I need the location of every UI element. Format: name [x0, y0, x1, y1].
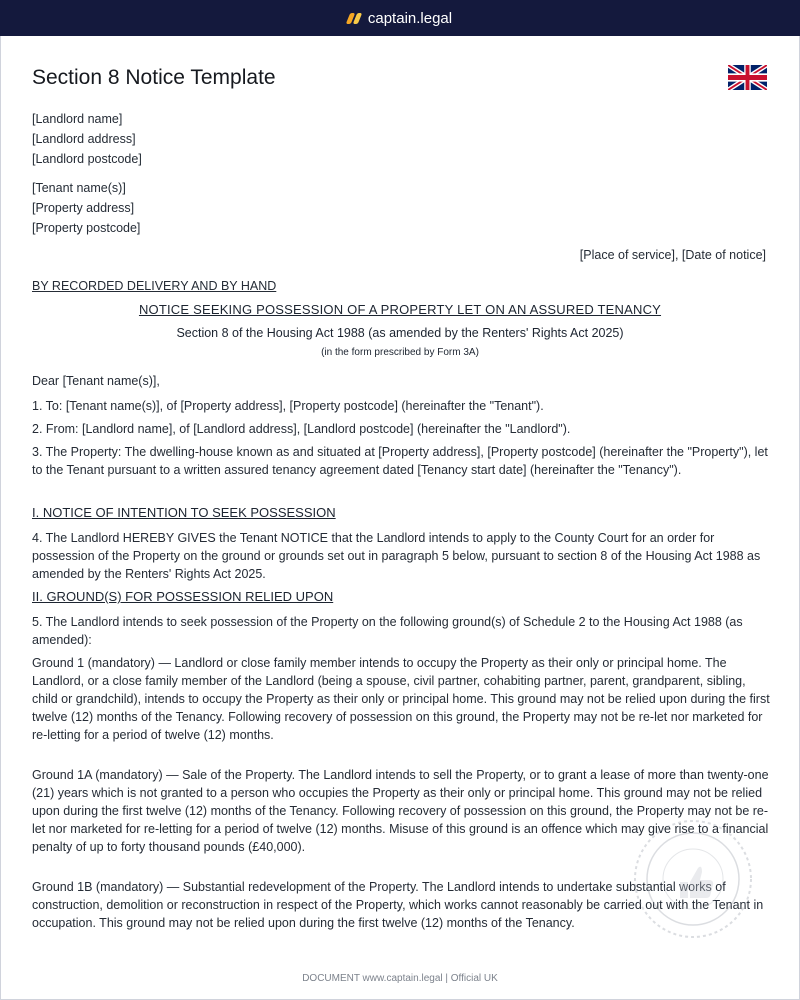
- ground-1: Ground 1 (mandatory) — Landlord or close family member intends to occupy the Property as their only or principal home. The Landlord, or a close family member of the Landlord (being a spouse, civil partner, cohabiting partner, parent, grandparent, sibling, child or grandchild), intends to occupy the Property as their only or principal home. This ground may not be relied upon during the first twelve (12) months of the Tenancy. Following recovery of possession on this ground, the Property may not be re-let nor marketed for re-letting for a period of twelve (12) months.: [32, 656, 770, 742]
- place-and-date: [Place of service], [Date of notice]: [579, 248, 766, 262]
- paragraph-2: 2. From: [Landlord name], of [Landlord address], [Landlord postcode] (hereinafter the "Landlord").: [32, 422, 571, 436]
- landlord-name: [Landlord name]: [32, 112, 123, 126]
- tenant-address-block: [32, 178, 140, 238]
- page-title: Section 8 Notice Template: [32, 66, 276, 89]
- captain-logo-icon: [348, 13, 360, 24]
- delivery-method: BY RECORDED DELIVERY AND BY HAND: [32, 279, 277, 293]
- notice-title: NOTICE SEEKING POSSESSION OF A PROPERTY LET ON AN ASSURED TENANCY: [138, 302, 662, 317]
- section-1-heading: I. NOTICE OF INTENTION TO SEEK POSSESSION: [32, 505, 336, 520]
- notice-form-note: (in the form prescribed by Form 3A): [321, 347, 479, 358]
- footer: DOCUMENT www.captain.legal | Official UK: [302, 973, 498, 984]
- ground-1b: Ground 1B (mandatory) — Substantial redevelopment of the Property. The Landlord intends to undertake substantial works of construction, demolition or reconstruction in respect of the Property, which works cannot reasonably be carried out with the Tenant in occupation. This ground may not be relied upon during the first twelve (12) months of the Tenancy.: [32, 880, 764, 930]
- watermark-seal-icon: [632, 818, 754, 940]
- paragraph-1: 1. To: [Tenant name(s)], of [Property address], [Property postcode] (hereinafter the "Tenant").: [32, 399, 544, 413]
- tenant-name: [Tenant name(s)]: [32, 181, 126, 195]
- paragraph-5: 5. The Landlord intends to seek possession of the Property on the following ground(s) of Schedule 2 to the Housing Act 1988 (as amended):: [32, 615, 743, 647]
- property-postcode: [Property postcode]: [32, 221, 141, 235]
- section-2-heading: II. GROUND(S) FOR POSSESSION RELIED UPON: [32, 589, 334, 604]
- ground-1a: Ground 1A (mandatory) — Sale of the Property. The Landlord intends to sell the Property, or to grant a lease of more than twenty-one (21) years which is not granted to a person who occupies the Property as their only or principal home. This ground may not be relied upon during the first twelve (12) months of the Tenancy. Following recovery of possession on this ground, the Property may not be re-let nor marketed for re-letting for a period of twelve (12) months. Misuse of this ground is an offence which may give rise to a financial penalty of up to forty thousand pounds (£40,000).: [32, 768, 769, 854]
- brand-name: captain.legal: [367, 9, 453, 27]
- uk-flag-icon: [728, 65, 767, 90]
- paragraph-3: 3. The Property: The dwelling-house known as and situated at [Property address], [Property postcode] (hereinafter the "Property"), let to the Tenant pursuant to a written assured tenancy agreement dated [Tenancy start date] (hereinafter the "Tenancy").: [32, 445, 768, 477]
- salutation: Dear [Tenant name(s)],: [32, 374, 160, 388]
- landlord-address-block: [32, 109, 142, 169]
- paragraph-4: 4. The Landlord HEREBY GIVES the Tenant NOTICE that the Landlord intends to apply to the County Court for an order for possession of the Property on the ground or grounds set out in paragraph 5 below, pursuant to section 8 of the Housing Act 1988 as amended by the Renters' Rights Act 2025.: [32, 531, 761, 581]
- landlord-address: [Landlord address]: [32, 132, 136, 146]
- notice-subtitle: Section 8 of the Housing Act 1988 (as amended by the Renters' Rights Act 2025): [176, 326, 624, 340]
- brand[interactable]: [348, 10, 452, 27]
- property-address: [Property address]: [32, 201, 135, 215]
- landlord-postcode: [Landlord postcode]: [32, 152, 142, 166]
- top-bar: [0, 0, 800, 36]
